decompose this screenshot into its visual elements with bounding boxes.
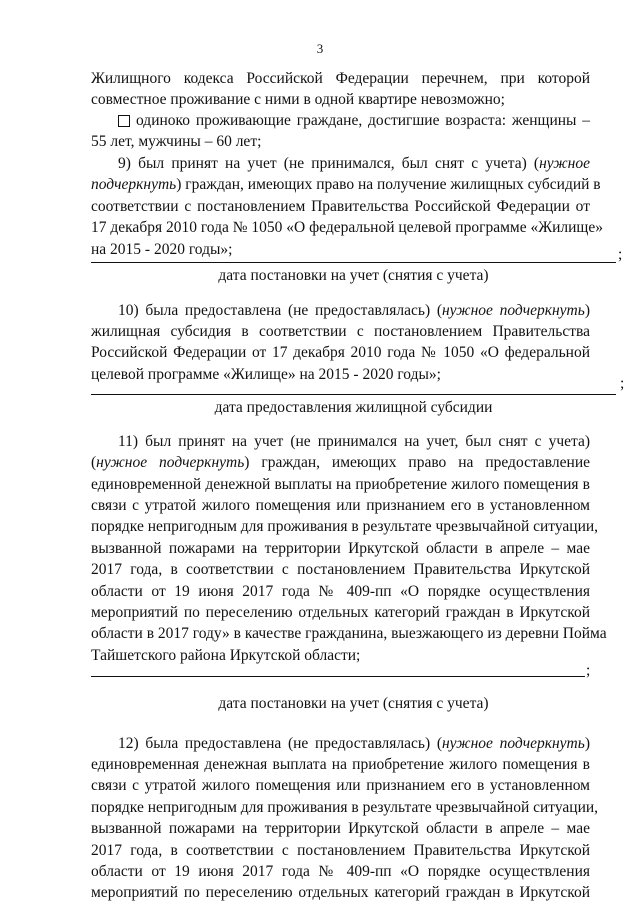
text-line: 9) был принят на учет (не принимался, был снят с учета) (нужное [118, 155, 590, 172]
text-line: совместное проживание с ними в одной квартире невозможно; [91, 91, 505, 108]
text-line: вызванной пожарами на территории Иркутской области в апреле – мае [91, 820, 590, 837]
field-caption: дата постановки на учет (снятия с учета) [218, 695, 489, 712]
text-line: порядке непригодным для проживания в результате чрезвычайной ситуации, [91, 799, 599, 816]
text-line: порядке непригодным для проживания в результате чрезвычайной ситуации, [91, 518, 599, 535]
text-line: 12) была предоставлена (не предоставлялась) (нужное подчеркнуть) [118, 735, 590, 752]
text-line: 11) был принят на учет (не принимался на учет, был снят с учета) [118, 433, 590, 450]
field-caption: дата предоставления жилищной субсидии [214, 399, 493, 416]
date-fill-line[interactable] [91, 394, 616, 395]
text-line: 2017 года, в соответствии с постановлением Правительства Иркутской [91, 842, 590, 859]
text-line: 10) была предоставлена (не предоставлялась) (нужное подчеркнуть) [118, 302, 590, 319]
page-number: 3 [316, 41, 324, 56]
text-line: Тайшетского района Иркутской области; [91, 647, 361, 664]
text-line: одиноко проживающие граждане, достигшие возраста: женщины – [136, 112, 590, 129]
text-line: связи с утратой жилого помещения или признанием его в установленном [91, 777, 590, 794]
text-line: области в 2017 году» в качестве гражданина, выезжающего из деревни Пойма [91, 625, 607, 642]
text-line: Российской Федерации от 17 декабря 2010 года № 1050 «О федеральной [91, 344, 590, 361]
text-line: (нужное подчеркнуть) граждан, имеющих право на предоставление [91, 454, 591, 471]
date-fill-line[interactable] [91, 262, 616, 263]
text-line: мероприятий по переселению отдельных категорий граждан в Иркутской [91, 884, 590, 901]
text-line: 55 лет, мужчины – 60 лет; [91, 133, 262, 150]
text-line: подчеркнуть) граждан, имеющих право на получение жилищных субсидий в [91, 176, 601, 193]
text-line: 17 декабря 2010 года № 1050 «О федеральной целевой программе «Жилище» [91, 219, 603, 236]
text-line: области от 19 июня 2017 года № 409-пп «О порядке осуществления [91, 583, 590, 600]
line-end-mark: ; [586, 662, 591, 679]
text-line: вызванной пожарами на территории Иркутской области в апреле – мае [91, 540, 590, 557]
text-line: связи с утратой жилого помещения или признанием его в установленном [91, 497, 590, 514]
text-line: жилищная субсидия в соответствии с постановлением Правительства [91, 323, 590, 340]
text-line: соответствии с постановлением Правительства Российской Федерации от [91, 198, 590, 215]
text-line: мероприятий по переселению отдельных категорий граждан в Иркутской [91, 604, 590, 621]
checkbox-icon[interactable] [118, 115, 130, 127]
text-line: целевой программе «Жилище» на 2015 - 2020 годы»; [91, 366, 441, 383]
line-end-mark: ; [618, 246, 623, 263]
checkbox-line [118, 110, 590, 132]
line-end-mark: ; [620, 375, 625, 392]
text-line: области от 19 июня 2017 года № 409-пп «О порядке осуществления [91, 863, 590, 880]
text-line: 2017 года, в соответствии с постановлением Правительства Иркутской [91, 561, 590, 578]
text-line: Жилищного кодекса Российской Федерации перечнем, при которой [91, 70, 590, 87]
text-line: на 2015 - 2020 годы»; [91, 241, 233, 258]
text-line: единовременная денежная выплата на приобретение жилого помещения в [91, 756, 590, 773]
date-fill-line[interactable] [91, 676, 585, 677]
text-line: единовременной денежной выплаты на приобретение жилого помещения в [91, 476, 590, 493]
field-caption: дата постановки на учет (снятия с учета) [218, 267, 489, 284]
